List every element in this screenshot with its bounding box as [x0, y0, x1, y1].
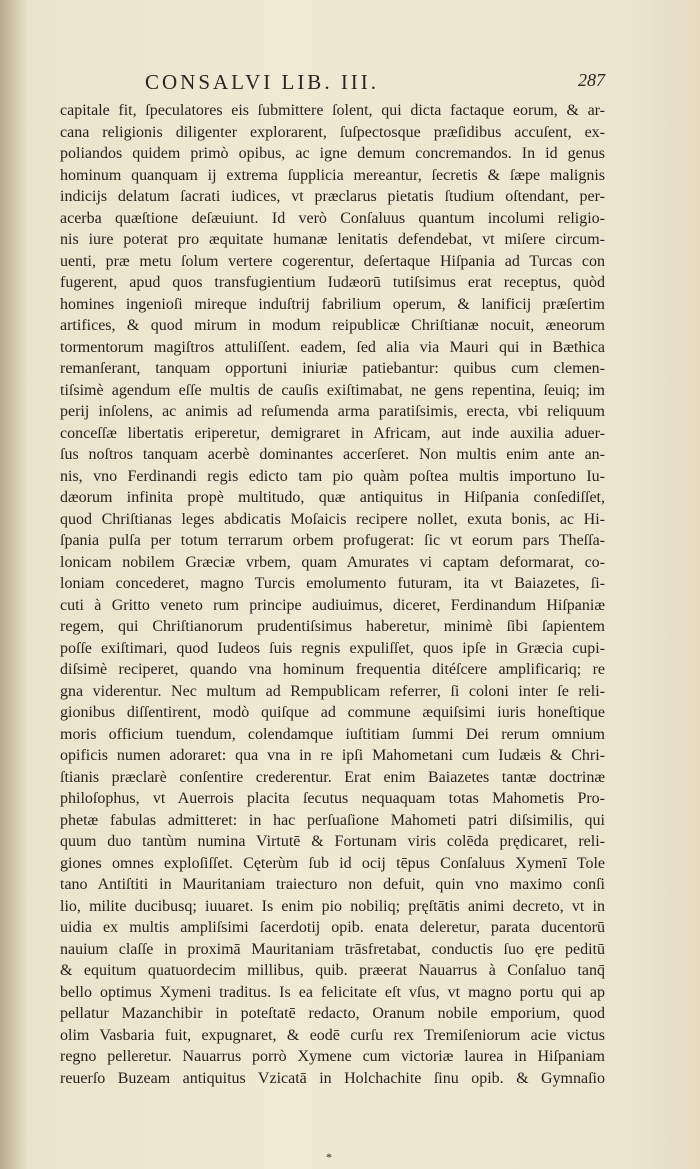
text-line: pellatur Mazanchibir in poteſtatē redacto, Oranum nobile emporium, quod	[60, 1005, 605, 1022]
text-line: opificis numen adoraret: qua vna in re ipſi Mahometani cum Iudæis & Chri-	[60, 747, 605, 764]
text-line: reuerſo Buzeam antiquitus Vzicatā in Holchachite ſinu opib. & Gymnaſio	[60, 1069, 605, 1087]
text-line: dæorum infinita propè multitudo, quæ antiquitus in Hiſpania conſediſſet,	[60, 489, 605, 506]
text-line: hominum quanquam ij extrema ſupplicia mereantur, ſecretis & ſæpe malignis	[60, 166, 605, 184]
text-line: lio, milite ducibusq; iuuaret. Is enim pio nobiliq; pręſtātis animi decreto, vt in	[60, 897, 605, 915]
text-line: olim Vasbaria fuit, expugnaret, & eodē curſu rex Tremiſeniorum acie victus	[60, 1026, 605, 1044]
text-line: giones omnes exploſiſſet. Cęterùm ſub id ocij tēpus Conſaluus Xymenī Tole	[60, 854, 605, 872]
text-line: phetæ fabulas admitteret: in hac perſuaſione Mahometi patri diſsimilis, qui	[60, 811, 605, 829]
body-text-block	[60, 100, 605, 1089]
text-line: tiſsimè agendum eſſe multis de cauſis exiſtimabat, ne gens repentina, ſeuiq; im	[60, 381, 605, 399]
text-line: nis, vno Ferdinandi regis edicto tam pio quàm poſtea multis importuno Iu-	[60, 467, 605, 485]
text-line: cana religionis diligenter explorarent, ſuſpectosque præſidibus accuſent, ex-	[60, 123, 605, 141]
text-line: nauium claſſe in proximā Mauritaniam trāsfretabat, conductis ſuo ęre peditū	[60, 940, 605, 958]
text-line: cuti à Gritto veneto rum principe audiuimus, diceret, Ferdinandum Hiſpaniæ	[60, 596, 605, 614]
text-line: lonicam nobilem Græciæ vrbem, quam Amurates vi captam deformarat, co-	[60, 553, 605, 571]
text-line: nis iure poterat pro æquitate humanæ lenitatis defendebat, vt miſere circum-	[60, 231, 605, 248]
text-line: acerba quæſtione deſæuiunt. Id verò Conſaluus quantum incolumi religio-	[60, 209, 605, 227]
text-line: diſsimè reciperet, quando vna hominum frequentia ditéſcere amplificariq; re	[60, 661, 605, 678]
text-line: moris officium tuendum, colendamque iuſtitiam ſummi Dei rerum omnium	[60, 725, 605, 743]
text-line: uidia ex multis ampliſsimi ſacerdotij opib. enata deleretur, parata ducentorū	[60, 919, 605, 936]
text-line: artifices, & quod mirum in modum reipublicæ Chriſtianæ nocuit, æneorum	[60, 317, 605, 334]
footer-mark: *	[326, 1150, 332, 1164]
text-line: gionibus diſſentirent, modò quiſque ad commune æquiſsimi iuris honeſtique	[60, 704, 605, 721]
text-line: remanſerant, tanquam opportuni iniuriæ patiebantur: quibus cum clemen-	[60, 360, 605, 377]
text-line: quod Chriſtianas leges abdicatis Moſaicis recipere nollet, exuta bonis, ac Hi-	[60, 510, 605, 528]
text-line: gna viderentur. Nec multum ad Rempublicam referrer, ſi coloni inter ſe reli-	[60, 682, 605, 700]
text-line: indicijs delatum ſacrati iudices, vt præclarus pietatis ſtudium oſtendant, per-	[60, 188, 605, 205]
text-line: philoſophus, vt Auerrois placita ſecutus nequaquam totas Mahometis Pro-	[60, 790, 605, 807]
page-header	[145, 70, 605, 100]
text-line: perij inſolens, ac animis ad reſumenda arma paratiſsimis, erecta, vbi reliquum	[60, 403, 605, 420]
text-line: tormentorum magiſtros attuliſſent. eadem, ſed alia via Mauri qui in Bæthica	[60, 338, 605, 356]
text-line: quum duo tantùm numina Virtutē & Fortunam viris colēda prędicaret, reli-	[60, 833, 605, 850]
text-line: regno pelleretur. Nauarrus porrò Xymene cum victoriæ laurea in Hiſpaniam	[60, 1048, 605, 1065]
text-line: homines ingenioſi mireque induſtrij fabrilium operum, & lanificij præſertim	[60, 295, 605, 313]
text-line: regem, qui Chriſtianorum prudentiſsimus haberetur, minimè ſibi ſapientem	[60, 618, 605, 635]
page-number: 287	[578, 70, 605, 90]
text-line: fugerent, apud quos transfugientium Iudæorū tutiſsimus erat receptus, quòd	[60, 274, 605, 291]
text-line: tano Antiſtiti in Mauritaniam traiecturo non defuit, quin vno maximo conſi	[60, 876, 605, 893]
text-line: uenti, præ metu ſolum vertere cogerentur, deſertaque Hiſpania ad Turcas con	[60, 252, 605, 270]
text-line: bello optimus Xymeni traditus. Is ea felicitate eſt vſus, vt magno portu qui ap	[60, 983, 605, 1001]
running-head: CONSALVI LIB. III.	[145, 70, 380, 94]
text-line: ſtianis præclarè conſentire crederentur. Erat enim Baiazetes tantæ doctrinæ	[60, 768, 605, 786]
text-line: conceſſæ libertatis eriperetur, demigraret in Africam, aut inde auxilia aduer-	[60, 424, 605, 442]
text-line: poſſe exiſtimari, quod Iudeos ſuis regnis expuliſſet, quos ipſe in Græcia cupi-	[60, 639, 605, 657]
binding-gutter-shadow	[0, 0, 28, 1169]
text-line: ſpania pulſa per totum terrarum orbem profugerat: ſic vt eorum pars Theſſa-	[60, 532, 605, 549]
text-line: capitale fit, ſpeculatores eis ſubmittere ſolent, qui dicta factaque eorum, & ar-	[60, 102, 605, 119]
text-line: loniam concederet, magno Turcis emolumento futuram, ita vt Baiazetes, ſi-	[60, 575, 605, 592]
text-line: ſus noſtros tanquam acerbè dominantes accerſeret. Non multis enim ante an-	[60, 446, 605, 463]
text-line: poliandos quidem primò opibus, ac igne demum concremandos. In id genus	[60, 145, 605, 162]
text-line: & equitum quatuordecim millibus, quib. præerat Nauarrus à Conſaluo tanq̄	[60, 962, 605, 979]
